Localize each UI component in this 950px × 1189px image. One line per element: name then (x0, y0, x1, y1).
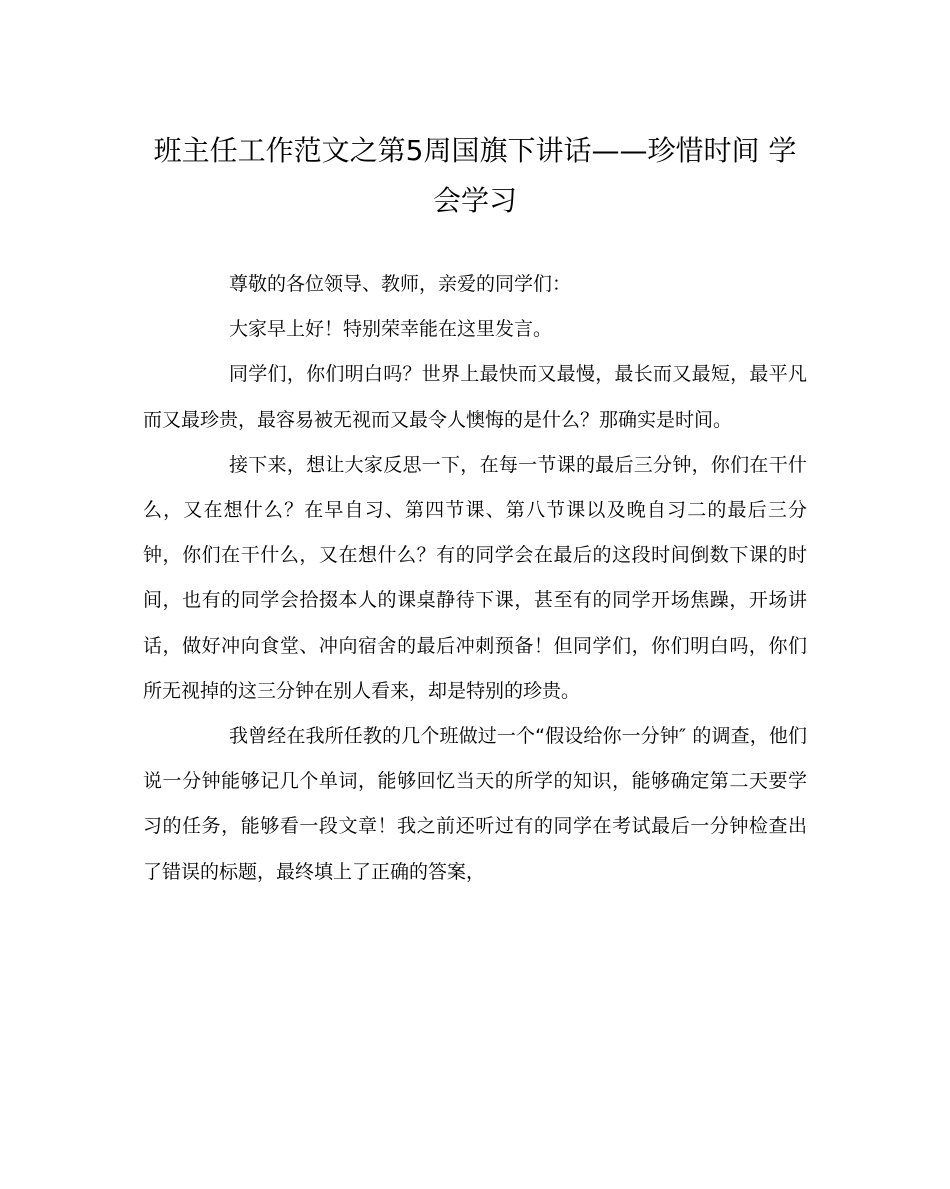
document-title: 班主任工作范文之第5周国旗下讲话——珍惜时间 学会学习 (153, 134, 797, 217)
paragraph-question: 同学们，你们明白吗？世界上最快而又最慢，最长而又最短，最平凡而又最珍贵，最容易被无视而又最令人懊悔的是什么？那确实是时间。 (143, 363, 807, 431)
paragraph-greeting: 尊敬的各位领导、教师，亲爱的同学们： (229, 273, 572, 295)
document-body (143, 262, 807, 895)
paragraph-reflection: 接下来，想让大家反思一下，在每一节课的最后三分钟，你们在干什么，又在想什么？在早自习、第四节课、第八节课以及晚自习二的最后三分钟，你们在干什么，又在想什么？有的同学会在最后的这段时间倒数下课的时间，也有的同学会拾掇本人的课桌静待下课，甚至有的同学开场焦躁，开场讲话，做好冲向食堂、冲向宿舍的最后冲刺预备！但同学们，你们明白吗，你们所无视掉的这三分钟在别人看来，却是特别的珍贵。 (143, 453, 807, 702)
paragraph-survey: 我曾经在我所任教的几个班做过一个“假设给你一分钟″ 的调查，他们说一分钟能够记几个单词，能够回忆当天的所学的知识，能够确定第二天要学习的任务，能够看一段文章！我之前还听过有的同学在考试最后一分钟检查出了错误的标题，最终填上了正确的答案， (143, 725, 807, 883)
paragraph-opening: 大家早上好！特别荣幸能在这里发言。 (229, 318, 553, 341)
